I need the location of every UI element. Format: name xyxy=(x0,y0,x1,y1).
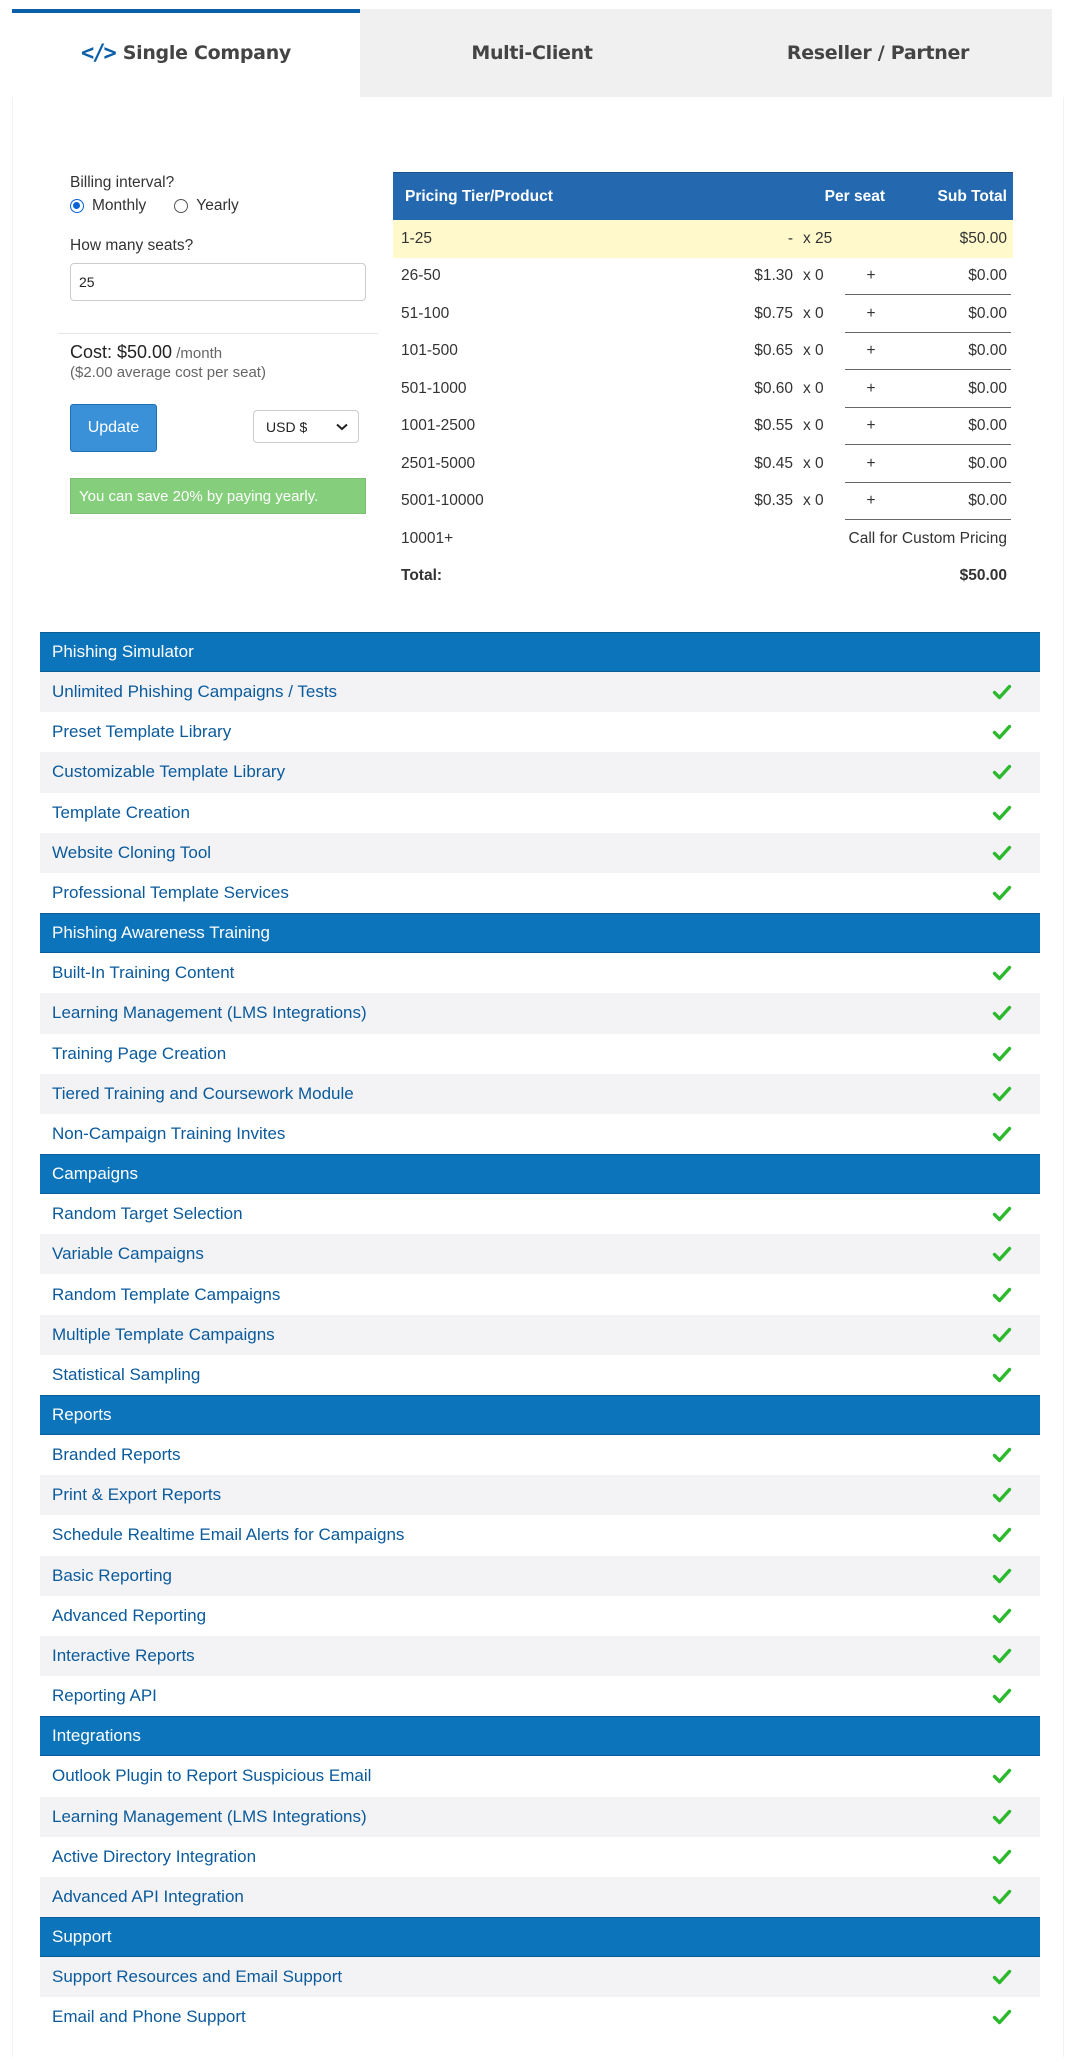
cost-summary xyxy=(70,342,266,381)
seat-multiplier: x 0 xyxy=(803,379,824,397)
feature-row xyxy=(40,873,1040,913)
billing-monthly-radio[interactable] xyxy=(70,197,146,215)
per-seat-price: $0.45 xyxy=(754,454,793,472)
update-button[interactable]: Update xyxy=(70,404,157,452)
cost-amount: $50.00 xyxy=(117,342,173,362)
tier-sub-total: $0.00 xyxy=(968,342,1007,360)
pricing-tier-row xyxy=(393,295,1013,333)
feature-row xyxy=(40,1475,1040,1515)
tier-range: 10001+ xyxy=(401,529,454,547)
feature-name[interactable]: Branded Reports xyxy=(52,1445,181,1465)
feature-section-header: Campaigns xyxy=(40,1154,1040,1194)
check-icon xyxy=(992,1124,1012,1144)
check-icon xyxy=(992,1044,1012,1064)
tab-label: Reseller / Partner xyxy=(786,42,970,64)
tab-label: Multi-Client xyxy=(471,42,593,64)
check-icon xyxy=(992,682,1012,702)
tier-range: 1001-2500 xyxy=(401,417,476,435)
feature-name[interactable]: Outlook Plugin to Report Suspicious Email xyxy=(52,1766,372,1786)
feature-row xyxy=(40,1797,1040,1837)
feature-row xyxy=(40,1194,1040,1234)
header-sub-total: Sub Total xyxy=(937,187,1007,205)
check-icon xyxy=(992,843,1012,863)
chevron-down-icon xyxy=(336,420,348,434)
feature-name[interactable]: Support Resources and Email Support xyxy=(52,1967,343,1987)
seat-multiplier: x 0 xyxy=(803,492,824,510)
check-icon xyxy=(992,1485,1012,1505)
feature-row xyxy=(40,672,1040,712)
total-label: Total: xyxy=(401,567,443,585)
check-icon xyxy=(992,1646,1012,1666)
cost-period: /month xyxy=(172,345,223,362)
per-seat-price: $1.30 xyxy=(754,267,793,285)
feature-name[interactable]: Statistical Sampling xyxy=(52,1364,201,1384)
feature-row xyxy=(40,1114,1040,1154)
feature-row xyxy=(40,1274,1040,1314)
tier-sub-total: $0.00 xyxy=(968,492,1007,510)
check-icon xyxy=(992,1686,1012,1706)
tab-multi-client[interactable] xyxy=(360,9,704,97)
per-seat-price: $0.35 xyxy=(754,492,793,510)
check-icon xyxy=(992,1766,1012,1786)
check-icon xyxy=(992,1365,1012,1385)
tier-range: 101-500 xyxy=(401,342,458,360)
check-icon xyxy=(992,1285,1012,1305)
feature-name[interactable]: Learning Management (LMS Integrations) xyxy=(52,1003,367,1023)
seat-multiplier: x 25 xyxy=(803,229,833,247)
billing-interval-options xyxy=(70,197,366,215)
total-row xyxy=(393,558,1013,596)
pricing-tier-row xyxy=(393,483,1013,521)
feature-name[interactable]: Website Cloning Tool xyxy=(52,842,212,862)
pricing-tier-row xyxy=(393,333,1013,371)
feature-row xyxy=(40,833,1040,873)
feature-row xyxy=(40,1074,1040,1114)
pricing-tier-row xyxy=(393,370,1013,408)
feature-name[interactable]: Random Template Campaigns xyxy=(52,1284,281,1304)
pricing-tier-row xyxy=(393,408,1013,446)
seat-multiplier: x 0 xyxy=(803,342,824,360)
feature-section-header: Reports xyxy=(40,1395,1040,1435)
feature-row xyxy=(40,1676,1040,1716)
radio-label: Yearly xyxy=(196,197,239,214)
feature-name[interactable]: Schedule Realtime Email Alerts for Campaigns xyxy=(52,1525,405,1545)
tier-range: 501-1000 xyxy=(401,379,467,397)
check-icon xyxy=(992,883,1012,903)
check-icon xyxy=(992,1566,1012,1586)
feature-row xyxy=(40,1997,1040,2037)
divider xyxy=(58,333,378,334)
per-seat-price: $0.75 xyxy=(754,304,793,322)
check-icon xyxy=(992,1003,1012,1023)
feature-name[interactable]: Multiple Template Campaigns xyxy=(52,1324,275,1344)
feature-row xyxy=(40,1435,1040,1475)
tab-reseller-partner[interactable] xyxy=(704,9,1052,97)
feature-row xyxy=(40,1556,1040,1596)
feature-name[interactable]: Preset Template Library xyxy=(52,722,232,742)
feature-row xyxy=(40,1315,1040,1355)
billing-interval-label: Billing interval? xyxy=(70,174,175,191)
tier-sub-total: $0.00 xyxy=(968,379,1007,397)
check-icon xyxy=(992,1847,1012,1867)
tier-sub-total: $0.00 xyxy=(968,454,1007,472)
currency-select[interactable] xyxy=(253,410,359,443)
custom-pricing-text: Call for Custom Pricing xyxy=(848,529,1007,547)
average-cost: ($2.00 average cost per seat) xyxy=(70,364,266,381)
feature-row xyxy=(40,993,1040,1033)
seat-multiplier: x 0 xyxy=(803,417,824,435)
feature-name[interactable]: Active Directory Integration xyxy=(52,1846,257,1866)
tier-sub-total: $0.00 xyxy=(968,304,1007,322)
pricing-table xyxy=(393,172,1013,595)
feature-name[interactable]: Random Target Selection xyxy=(52,1204,243,1224)
per-seat-price: $0.55 xyxy=(754,417,793,435)
features-table xyxy=(40,632,1040,2037)
tab-single-company[interactable] xyxy=(12,9,360,97)
feature-name[interactable]: Built-In Training Content xyxy=(52,963,235,983)
seats-input[interactable] xyxy=(70,263,366,301)
feature-name[interactable]: Advanced Reporting xyxy=(52,1605,207,1625)
per-seat-price: $0.60 xyxy=(754,379,793,397)
feature-name[interactable]: Print & Export Reports xyxy=(52,1485,222,1505)
seat-multiplier: x 0 xyxy=(803,454,824,472)
seat-multiplier: x 0 xyxy=(803,267,824,285)
check-icon xyxy=(992,1204,1012,1224)
check-icon xyxy=(992,803,1012,823)
save-yearly-banner: You can save 20% by paying yearly. xyxy=(70,478,366,514)
feature-name[interactable]: Advanced API Integration xyxy=(52,1886,244,1906)
code-icon: </> xyxy=(80,40,115,66)
pricing-calculator xyxy=(70,174,366,301)
plus-sign: + xyxy=(866,342,876,360)
check-icon xyxy=(992,1606,1012,1626)
check-icon xyxy=(992,1525,1012,1545)
check-icon xyxy=(992,963,1012,983)
feature-name[interactable]: Email and Phone Support xyxy=(52,2007,246,2027)
feature-section-header: Integrations xyxy=(40,1716,1040,1756)
feature-name[interactable]: Non-Campaign Training Invites xyxy=(52,1123,286,1143)
tier-range: 26-50 xyxy=(401,267,441,285)
currency-value: USD $ xyxy=(266,418,308,435)
feature-name[interactable]: Learning Management (LMS Integrations) xyxy=(52,1806,367,1826)
radio-unselected-icon xyxy=(174,199,188,213)
pricing-tier-row xyxy=(393,220,1013,258)
feature-name[interactable]: Interactive Reports xyxy=(52,1646,195,1666)
feature-row xyxy=(40,1034,1040,1074)
tier-range: 51-100 xyxy=(401,304,450,322)
check-icon xyxy=(992,722,1012,742)
per-seat-price: - xyxy=(787,229,793,247)
check-icon xyxy=(992,1967,1012,1987)
check-icon xyxy=(992,1244,1012,1264)
radio-selected-icon xyxy=(70,199,84,213)
check-icon xyxy=(992,1887,1012,1907)
feature-name[interactable]: Variable Campaigns xyxy=(52,1244,204,1264)
check-icon xyxy=(992,2007,1012,2027)
check-icon xyxy=(992,1445,1012,1465)
seat-multiplier: x 0 xyxy=(803,304,824,322)
feature-name[interactable]: Basic Reporting xyxy=(52,1565,173,1585)
feature-row xyxy=(40,1837,1040,1877)
check-icon xyxy=(992,1325,1012,1345)
feature-row xyxy=(40,1957,1040,1997)
feature-row xyxy=(40,1877,1040,1917)
feature-row xyxy=(40,1515,1040,1555)
feature-row xyxy=(40,712,1040,752)
tier-range: 2501-5000 xyxy=(401,454,476,472)
feature-name[interactable]: Reporting API xyxy=(52,1686,157,1706)
feature-section-header: Phishing Awareness Training xyxy=(40,913,1040,953)
tier-sub-total: $50.00 xyxy=(959,229,1007,247)
pricing-table-header xyxy=(393,172,1013,220)
cost-prefix: Cost: xyxy=(70,342,118,362)
billing-yearly-radio[interactable] xyxy=(174,197,239,215)
feature-row xyxy=(40,793,1040,833)
tier-range: 1-25 xyxy=(401,229,433,247)
feature-row xyxy=(40,1234,1040,1274)
plus-sign: + xyxy=(866,492,876,510)
feature-row xyxy=(40,1756,1040,1796)
total-value: $50.00 xyxy=(959,567,1007,585)
plus-sign: + xyxy=(866,417,876,435)
tier-sub-total: $0.00 xyxy=(968,267,1007,285)
plan-tabs xyxy=(12,9,1052,97)
tier-sub-total: $0.00 xyxy=(968,417,1007,435)
feature-row xyxy=(40,752,1040,792)
radio-label: Monthly xyxy=(92,197,147,214)
seats-label: How many seats? xyxy=(70,237,194,254)
feature-section-header: Support xyxy=(40,1917,1040,1957)
custom-pricing-row xyxy=(393,520,1013,558)
check-icon xyxy=(992,1084,1012,1104)
tab-label: Single Company xyxy=(122,42,292,64)
header-per-seat: Per seat xyxy=(824,187,885,205)
feature-row xyxy=(40,953,1040,993)
plus-sign: + xyxy=(866,304,876,322)
plus-sign: + xyxy=(866,267,876,285)
plus-sign: + xyxy=(866,454,876,472)
feature-name[interactable]: Unlimited Phishing Campaigns / Tests xyxy=(52,682,338,702)
feature-row xyxy=(40,1596,1040,1636)
check-icon xyxy=(992,762,1012,782)
feature-row xyxy=(40,1636,1040,1676)
plus-sign: + xyxy=(866,379,876,397)
feature-row xyxy=(40,1355,1040,1395)
feature-name[interactable]: Template Creation xyxy=(52,802,190,822)
feature-name[interactable]: Professional Template Services xyxy=(52,883,289,903)
feature-section-header: Phishing Simulator xyxy=(40,632,1040,672)
pricing-tier-row xyxy=(393,445,1013,483)
check-icon xyxy=(992,1807,1012,1827)
feature-name[interactable]: Customizable Template Library xyxy=(52,762,286,782)
pricing-tier-row xyxy=(393,258,1013,296)
feature-name[interactable]: Training Page Creation xyxy=(52,1043,227,1063)
header-tier: Pricing Tier/Product xyxy=(405,187,553,205)
tier-range: 5001-10000 xyxy=(401,492,484,510)
feature-name[interactable]: Tiered Training and Coursework Module xyxy=(52,1083,354,1103)
per-seat-price: $0.65 xyxy=(754,342,793,360)
